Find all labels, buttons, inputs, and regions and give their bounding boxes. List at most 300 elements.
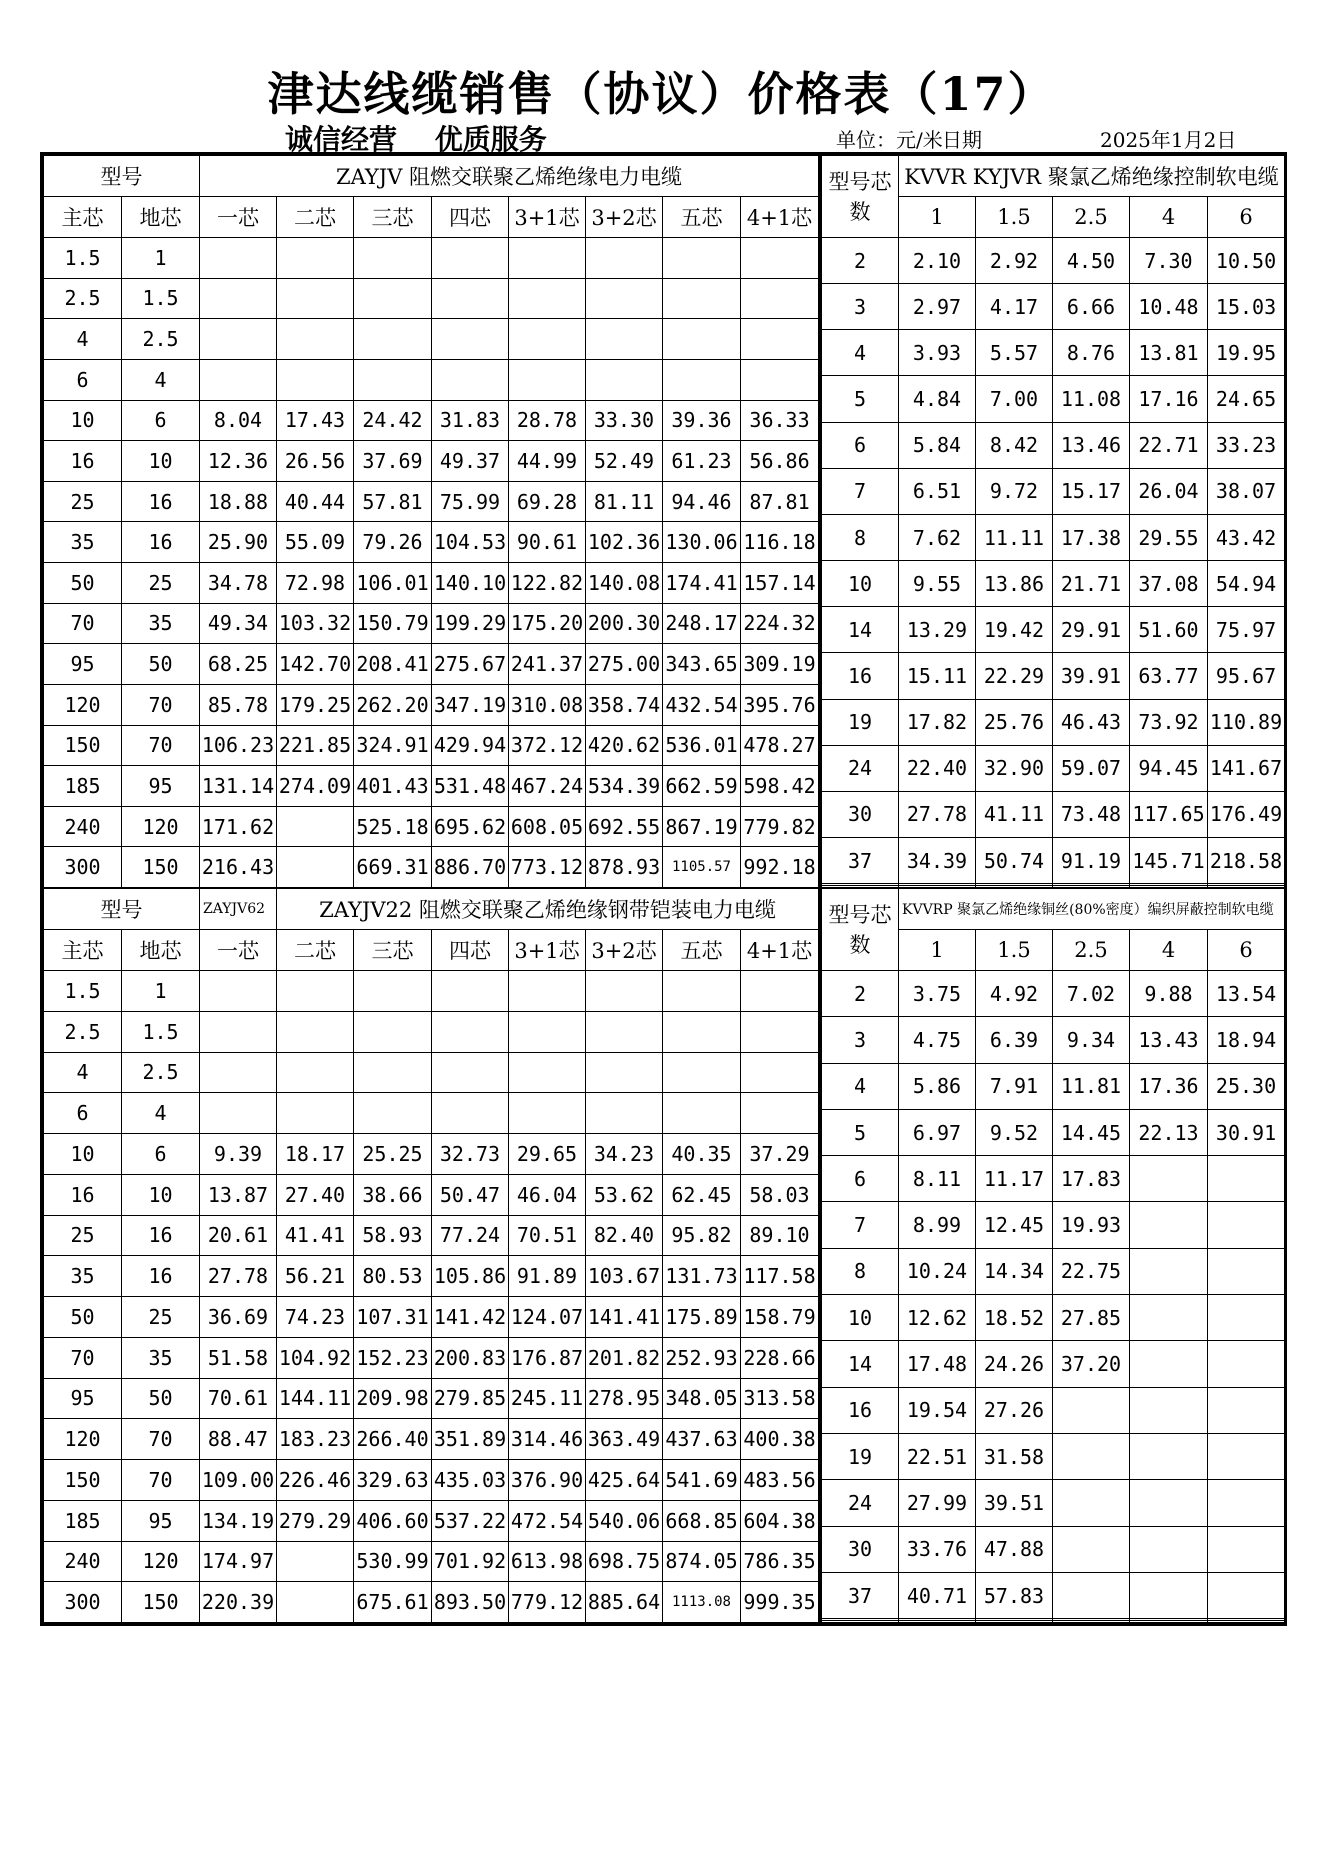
- price-cell: 17.38: [1053, 514, 1130, 560]
- table-row: [822, 699, 1285, 745]
- price-cell: 531.48: [432, 766, 509, 807]
- price-cell: 27.40: [277, 1174, 354, 1215]
- price-cell: [586, 971, 663, 1012]
- table-row: [44, 684, 819, 725]
- price-cell: 4: [122, 359, 200, 400]
- price-cell: 400.38: [741, 1419, 819, 1460]
- column-header: 二芯: [277, 930, 354, 971]
- table-row: [44, 971, 819, 1012]
- price-cell: [1130, 1526, 1208, 1572]
- price-cell: [277, 238, 354, 279]
- table-row: [44, 1500, 819, 1541]
- price-cell: 150: [122, 847, 200, 888]
- zayjv-price-table: [43, 155, 818, 888]
- price-cell: 41.41: [277, 1215, 354, 1256]
- price-cell: 25: [122, 1297, 200, 1338]
- price-cell: 70: [122, 725, 200, 766]
- row-label: 150: [44, 1460, 122, 1501]
- price-cell: 406.60: [354, 1500, 432, 1541]
- price-cell: [277, 1582, 354, 1623]
- row-label: 1.5: [44, 971, 122, 1012]
- row-label: 8: [822, 1248, 899, 1294]
- table-row: [44, 1378, 819, 1419]
- price-cell: 779.12: [509, 1582, 586, 1623]
- row-label: 6: [44, 1093, 122, 1134]
- price-cell: [1208, 1202, 1285, 1248]
- price-cell: [663, 1093, 741, 1134]
- price-cell: 11.11: [976, 514, 1053, 560]
- price-cell: 69.28: [509, 481, 586, 522]
- price-cell: 94.45: [1130, 745, 1208, 791]
- price-cell: 17.16: [1130, 376, 1208, 422]
- price-cell: 18.17: [277, 1134, 354, 1175]
- column-header: 4+1芯: [741, 197, 819, 238]
- price-cell: 24.26: [976, 1341, 1053, 1387]
- price-cell: 351.89: [432, 1419, 509, 1460]
- table-row: [822, 330, 1285, 376]
- price-cell: 309.19: [741, 644, 819, 685]
- price-cell: 87.81: [741, 481, 819, 522]
- price-cell: 104.92: [277, 1337, 354, 1378]
- price-cell: 11.81: [1053, 1063, 1130, 1109]
- price-cell: 35: [122, 603, 200, 644]
- row-label: 4: [44, 319, 122, 360]
- price-cell: 124.07: [509, 1297, 586, 1338]
- price-cell: 3.75: [899, 971, 976, 1017]
- price-cell: 24.42: [354, 400, 432, 441]
- price-cell: 14.45: [1053, 1109, 1130, 1155]
- row-label: 3: [822, 1017, 899, 1063]
- table-row: [822, 284, 1285, 330]
- price-cell: 275.00: [586, 644, 663, 685]
- price-cell: [354, 1011, 432, 1052]
- row-label: 4: [44, 1052, 122, 1093]
- price-cell: 675.61: [354, 1582, 432, 1623]
- row-label: 10: [44, 1134, 122, 1175]
- price-cell: 144.11: [277, 1378, 354, 1419]
- column-header: 3+1芯: [509, 930, 586, 971]
- price-cell: 16: [122, 1256, 200, 1297]
- product-title: KVVR KYJVR 聚氯乙烯绝缘控制软电缆: [899, 156, 1285, 197]
- column-header: 主芯: [44, 197, 122, 238]
- price-cell: 17.83: [1053, 1156, 1130, 1202]
- table-row: [822, 1433, 1285, 1479]
- price-cell: 58.03: [741, 1174, 819, 1215]
- model-label: 型号: [44, 889, 200, 930]
- column-header: 五芯: [663, 197, 741, 238]
- price-cell: [663, 359, 741, 400]
- row-label: 6: [822, 422, 899, 468]
- price-cell: 95: [122, 1500, 200, 1541]
- price-cell: 17.48: [899, 1341, 976, 1387]
- price-cell: [200, 359, 277, 400]
- price-cell: 662.59: [663, 766, 741, 807]
- price-cell: 116.18: [741, 522, 819, 563]
- price-cell: [200, 1011, 277, 1052]
- price-cell: [277, 1011, 354, 1052]
- price-cell: [741, 1052, 819, 1093]
- table-row: [44, 481, 819, 522]
- price-cell: 50.47: [432, 1174, 509, 1215]
- price-cell: 44.99: [509, 441, 586, 482]
- column-header: 三芯: [354, 197, 432, 238]
- price-cell: 13.43: [1130, 1017, 1208, 1063]
- price-cell: 22.13: [1130, 1109, 1208, 1155]
- price-cell: 1: [122, 971, 200, 1012]
- price-cell: 19.42: [976, 607, 1053, 653]
- price-cell: 467.24: [509, 766, 586, 807]
- price-cell: 310.08: [509, 684, 586, 725]
- column-header: 一芯: [200, 930, 277, 971]
- price-cell: 8.99: [899, 1202, 976, 1248]
- price-cell: 5.84: [899, 422, 976, 468]
- column-header: 4: [1130, 197, 1208, 238]
- table-row: [822, 1341, 1285, 1387]
- price-cell: 22.51: [899, 1433, 976, 1479]
- price-cell: [432, 971, 509, 1012]
- price-cell: 27.78: [899, 791, 976, 837]
- price-cell: 29.55: [1130, 514, 1208, 560]
- price-cell: 104.53: [432, 522, 509, 563]
- price-cell: 437.63: [663, 1419, 741, 1460]
- price-cell: 608.05: [509, 806, 586, 847]
- price-cell: 372.12: [509, 725, 586, 766]
- price-cell: 131.73: [663, 1256, 741, 1297]
- price-cell: 7.30: [1130, 238, 1208, 284]
- price-cell: 530.99: [354, 1541, 432, 1582]
- price-cell: 425.64: [586, 1460, 663, 1501]
- price-cell: [586, 1052, 663, 1093]
- table-row: [44, 1215, 819, 1256]
- price-cell: 134.19: [200, 1500, 277, 1541]
- price-cell: 150.79: [354, 603, 432, 644]
- price-cell: 40.71: [899, 1572, 976, 1618]
- table-row: [44, 1297, 819, 1338]
- row-label: [822, 1621, 899, 1623]
- price-cell: 16: [122, 522, 200, 563]
- table-row: [822, 607, 1285, 653]
- price-cell: 347.19: [432, 684, 509, 725]
- price-cell: 14.34: [976, 1248, 1053, 1294]
- price-cell: 140.10: [432, 563, 509, 604]
- price-cell: 117.65: [1130, 791, 1208, 837]
- price-cell: [1130, 1433, 1208, 1479]
- price-cell: 874.05: [663, 1541, 741, 1582]
- price-cell: 221.85: [277, 725, 354, 766]
- price-cell: 32.90: [976, 745, 1053, 791]
- price-cell: 81.11: [586, 481, 663, 522]
- price-cell: 9.39: [200, 1134, 277, 1175]
- row-label: 300: [44, 1582, 122, 1623]
- price-cell: [509, 1011, 586, 1052]
- price-cell: 19.95: [1208, 330, 1285, 376]
- price-cell: 324.91: [354, 725, 432, 766]
- row-label: 35: [44, 1256, 122, 1297]
- price-cell: 85.78: [200, 684, 277, 725]
- column-header: 二芯: [277, 197, 354, 238]
- price-cell: 39.91: [1053, 653, 1130, 699]
- column-header: 1: [899, 930, 976, 971]
- price-cell: [1130, 1387, 1208, 1433]
- price-cell: [432, 1093, 509, 1134]
- product-title: ZAYJV 阻燃交联聚乙烯绝缘电力电缆: [200, 156, 819, 197]
- price-cell: 39.36: [663, 400, 741, 441]
- price-cell: 34.23: [586, 1134, 663, 1175]
- price-cell: 1.5: [122, 1011, 200, 1052]
- price-cell: 1.5: [122, 278, 200, 319]
- price-cell: [432, 238, 509, 279]
- row-label: 16: [822, 1387, 899, 1433]
- price-cell: 171.62: [200, 806, 277, 847]
- price-cell: 37.08: [1130, 561, 1208, 607]
- row-label: 10: [822, 561, 899, 607]
- row-label: 10: [822, 1295, 899, 1341]
- price-cell: [1208, 1341, 1285, 1387]
- price-cell: 9.52: [976, 1109, 1053, 1155]
- row-label: 19: [822, 699, 899, 745]
- price-cell: [1208, 1295, 1285, 1341]
- price-cell: [200, 1093, 277, 1134]
- price-cell: 5.57: [976, 330, 1053, 376]
- price-cell: 50.74: [976, 838, 1053, 884]
- row-label: 5: [822, 376, 899, 422]
- price-cell: [509, 1052, 586, 1093]
- row-label: 30: [822, 791, 899, 837]
- table-row: [822, 1295, 1285, 1341]
- row-label: 25: [44, 481, 122, 522]
- price-cell: 73.92: [1130, 699, 1208, 745]
- table-row: [44, 1174, 819, 1215]
- price-cell: 266.40: [354, 1419, 432, 1460]
- price-cell: 329.63: [354, 1460, 432, 1501]
- row-label: 37: [822, 1572, 899, 1618]
- price-cell: 6: [122, 400, 200, 441]
- price-cell: 15.11: [899, 653, 976, 699]
- row-label: 19: [822, 1433, 899, 1479]
- price-cell: 131.14: [200, 766, 277, 807]
- price-cell: 56.21: [277, 1256, 354, 1297]
- price-cell: 278.95: [586, 1378, 663, 1419]
- price-cell: 25: [122, 563, 200, 604]
- price-cell: 10.48: [1130, 284, 1208, 330]
- row-label: 2.5: [44, 1011, 122, 1052]
- price-cell: 145.71: [1130, 838, 1208, 884]
- price-cell: 49.37: [432, 441, 509, 482]
- price-cell: [200, 1052, 277, 1093]
- price-cell: 51.58: [200, 1337, 277, 1378]
- table-row: [822, 1621, 1285, 1623]
- table-row: [822, 1387, 1285, 1433]
- column-header: 3+2芯: [586, 930, 663, 971]
- price-cell: 20.61: [200, 1215, 277, 1256]
- row-label: 120: [44, 684, 122, 725]
- price-cell: [432, 319, 509, 360]
- price-cell: 218.58: [1208, 838, 1285, 884]
- price-cell: [1053, 1621, 1130, 1623]
- price-cell: 199.29: [432, 603, 509, 644]
- table-row: [44, 1256, 819, 1297]
- price-cell: 252.93: [663, 1337, 741, 1378]
- price-cell: 12.45: [976, 1202, 1053, 1248]
- price-cell: 88.47: [200, 1419, 277, 1460]
- table-row: [44, 1093, 819, 1134]
- table-row: [822, 468, 1285, 514]
- price-cell: 12.36: [200, 441, 277, 482]
- price-cell: 27.85: [1053, 1295, 1130, 1341]
- price-cell: 11.08: [1053, 376, 1130, 422]
- price-cell: 106.01: [354, 563, 432, 604]
- price-cell: [663, 238, 741, 279]
- price-cell: [277, 359, 354, 400]
- row-label: 6: [44, 359, 122, 400]
- price-cell: [1053, 1387, 1130, 1433]
- price-cell: [277, 847, 354, 888]
- price-cell: 53.62: [586, 1174, 663, 1215]
- price-cell: [1208, 1621, 1285, 1623]
- price-cell: [277, 1093, 354, 1134]
- table-row: [44, 563, 819, 604]
- price-cell: 32.73: [432, 1134, 509, 1175]
- price-cell: 6: [122, 1134, 200, 1175]
- price-cell: [663, 319, 741, 360]
- price-cell: 141.67: [1208, 745, 1285, 791]
- product-title: KVVRP 聚氯乙烯绝缘铜丝(80%密度）编织屏蔽控制软电缆: [899, 889, 1285, 930]
- price-cell: 12.62: [899, 1295, 976, 1341]
- price-cell: 216.43: [200, 847, 277, 888]
- price-cell: 25.25: [354, 1134, 432, 1175]
- price-cell: 82.40: [586, 1215, 663, 1256]
- price-cell: 478.27: [741, 725, 819, 766]
- price-cell: 31.83: [432, 400, 509, 441]
- price-cell: 358.74: [586, 684, 663, 725]
- price-cell: 19.93: [1053, 1202, 1130, 1248]
- price-cell: [509, 359, 586, 400]
- price-cell: 36.69: [200, 1297, 277, 1338]
- price-cell: 9.55: [899, 561, 976, 607]
- price-cell: 46.04: [509, 1174, 586, 1215]
- price-cell: 2.5: [122, 319, 200, 360]
- price-cell: 70: [122, 1419, 200, 1460]
- price-cell: 18.52: [976, 1295, 1053, 1341]
- price-cell: 80.53: [354, 1256, 432, 1297]
- price-cell: 90.61: [509, 522, 586, 563]
- price-cell: 6.97: [899, 1109, 976, 1155]
- table-row: [822, 971, 1285, 1017]
- column-header: 1.5: [976, 197, 1053, 238]
- price-cell: 103.32: [277, 603, 354, 644]
- row-label: 25: [44, 1215, 122, 1256]
- column-header: 地芯: [122, 930, 200, 971]
- price-cell: 1: [122, 238, 200, 279]
- price-cell: 22.75: [1053, 1248, 1130, 1294]
- price-cell: 241.37: [509, 644, 586, 685]
- price-cell: [354, 238, 432, 279]
- price-cell: 79.26: [354, 522, 432, 563]
- price-cell: 120: [122, 1541, 200, 1582]
- row-label: 240: [44, 806, 122, 847]
- table-row: [44, 847, 819, 888]
- price-cell: 179.25: [277, 684, 354, 725]
- price-cell: 420.62: [586, 725, 663, 766]
- price-cell: 3.93: [899, 330, 976, 376]
- price-cell: 25.90: [200, 522, 277, 563]
- table-row: [44, 1582, 819, 1623]
- price-cell: 22.71: [1130, 422, 1208, 468]
- price-cell: 429.94: [432, 725, 509, 766]
- price-cell: [432, 1011, 509, 1052]
- price-cell: [509, 319, 586, 360]
- price-cell: 224.32: [741, 603, 819, 644]
- price-cell: 13.87: [200, 1174, 277, 1215]
- price-sheet: [40, 152, 1287, 1626]
- price-cell: 120: [122, 806, 200, 847]
- table-row: [44, 359, 819, 400]
- row-label: 70: [44, 1337, 122, 1378]
- price-cell: 70.61: [200, 1378, 277, 1419]
- table-row: [822, 838, 1285, 884]
- price-cell: 140.08: [586, 563, 663, 604]
- price-cell: 698.75: [586, 1541, 663, 1582]
- row-label: 2: [822, 971, 899, 1017]
- table-row: [44, 400, 819, 441]
- price-cell: 15.17: [1053, 468, 1130, 514]
- table-row: [822, 514, 1285, 560]
- price-cell: 29.91: [1053, 607, 1130, 653]
- price-cell: [586, 1093, 663, 1134]
- row-label: 4: [822, 1063, 899, 1109]
- price-cell: 8.04: [200, 400, 277, 441]
- price-cell: 27.78: [200, 1256, 277, 1297]
- kvvr-price-table: [821, 155, 1284, 888]
- price-cell: 8.11: [899, 1156, 976, 1202]
- table-row: [822, 1248, 1285, 1294]
- price-cell: [354, 278, 432, 319]
- price-cell: 59.07: [1053, 745, 1130, 791]
- price-cell: 363.49: [586, 1419, 663, 1460]
- price-cell: 95.67: [1208, 653, 1285, 699]
- price-cell: 141.41: [586, 1297, 663, 1338]
- price-cell: [1208, 1572, 1285, 1618]
- price-cell: 1105.57: [663, 847, 741, 888]
- price-cell: [200, 278, 277, 319]
- price-cell: [741, 1011, 819, 1052]
- model-label: 型号: [44, 156, 200, 197]
- price-cell: [1130, 1572, 1208, 1618]
- price-cell: 22.40: [899, 745, 976, 791]
- price-cell: 313.58: [741, 1378, 819, 1419]
- price-cell: 54.94: [1208, 561, 1285, 607]
- price-cell: 201.82: [586, 1337, 663, 1378]
- price-cell: 999.35: [741, 1582, 819, 1623]
- column-header: 2.5: [1053, 930, 1130, 971]
- row-label: 50: [44, 1297, 122, 1338]
- price-cell: [976, 1621, 1053, 1623]
- table-row: [822, 1109, 1285, 1155]
- price-cell: 109.00: [200, 1460, 277, 1501]
- price-cell: 6.66: [1053, 284, 1130, 330]
- table-row: [44, 1337, 819, 1378]
- table-row: [44, 278, 819, 319]
- row-label: 70: [44, 603, 122, 644]
- price-cell: [354, 971, 432, 1012]
- price-cell: [1130, 1480, 1208, 1526]
- price-cell: 9.88: [1130, 971, 1208, 1017]
- price-cell: 16: [122, 481, 200, 522]
- price-cell: 176.49: [1208, 791, 1285, 837]
- row-label: 16: [44, 441, 122, 482]
- row-label: 1.5: [44, 238, 122, 279]
- price-cell: 525.18: [354, 806, 432, 847]
